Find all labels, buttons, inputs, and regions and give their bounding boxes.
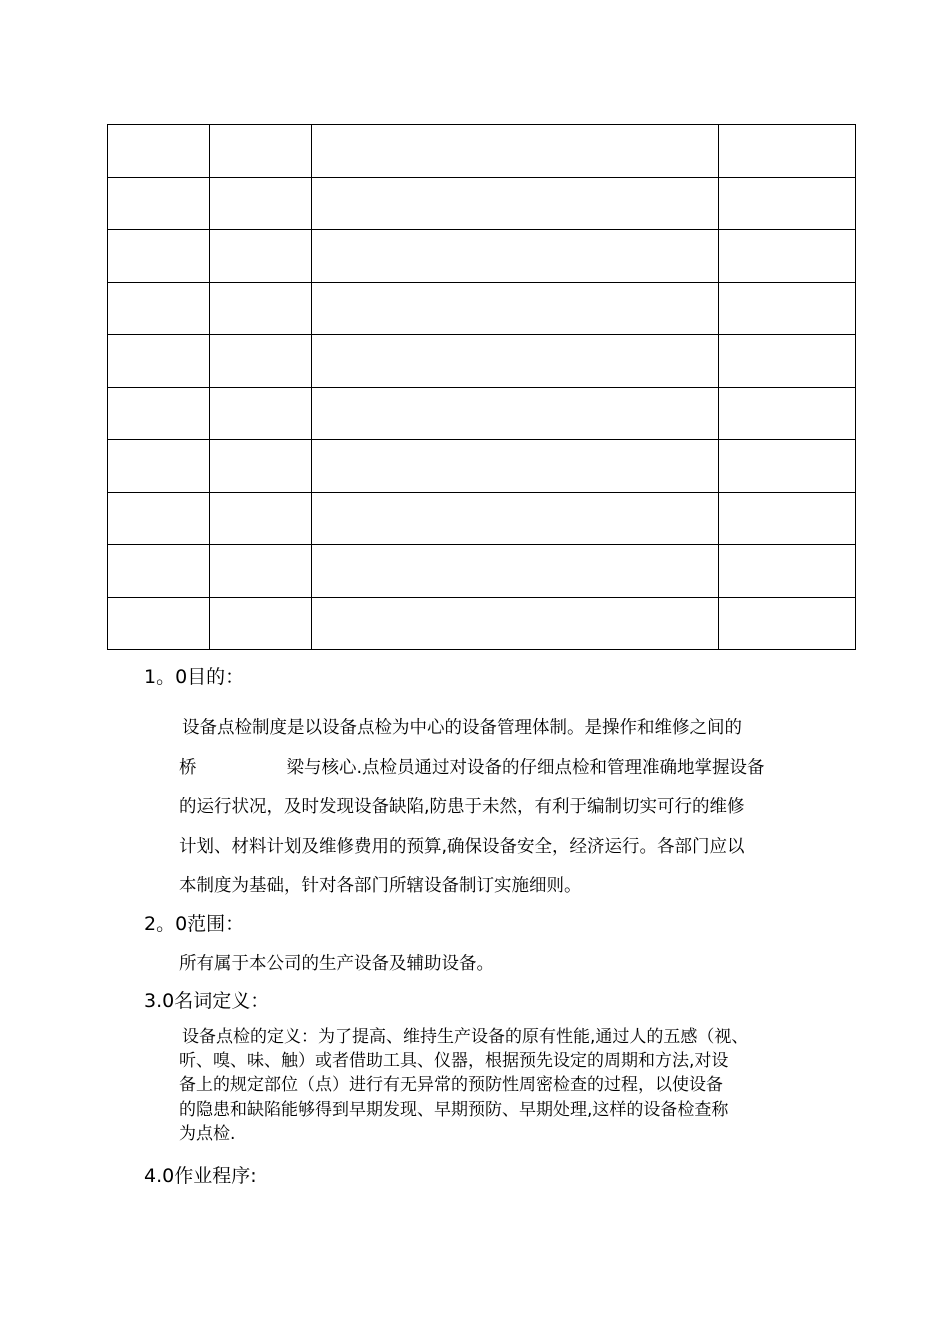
table-cell bbox=[312, 230, 719, 283]
table-cell bbox=[108, 492, 210, 545]
table-cell bbox=[210, 335, 312, 388]
table-row bbox=[108, 125, 856, 178]
section-3-line-2: 听、嗅、味、触）或者借助工具、仪器，根据预先设定的周期和方法,对设 bbox=[179, 1051, 729, 1072]
table-cell bbox=[108, 177, 210, 230]
section-3-line-1: 设备点检的定义：为了提高、维持生产设备的原有性能,通过人的五感（视、 bbox=[182, 1027, 749, 1047]
table-cell bbox=[312, 492, 719, 545]
table-cell bbox=[108, 125, 210, 178]
table-cell bbox=[210, 177, 312, 230]
table-cell bbox=[312, 387, 719, 440]
section-3-body bbox=[179, 1025, 749, 1146]
table-cell bbox=[108, 387, 210, 440]
table-cell bbox=[210, 492, 312, 545]
section-3-heading: 3.0名词定义： bbox=[144, 990, 270, 1012]
section-2-heading: 2。0范围： bbox=[144, 913, 245, 935]
table-cell bbox=[210, 282, 312, 335]
table-row bbox=[108, 597, 856, 650]
section-2-line-1: 所有属于本公司的生产设备及辅助设备。 bbox=[179, 954, 494, 974]
section-1-heading: 1。0目的： bbox=[144, 666, 245, 688]
table-cell bbox=[719, 545, 856, 598]
section-4-heading: 4.0作业程序: bbox=[144, 1165, 257, 1187]
table-cell bbox=[312, 177, 719, 230]
table-cell bbox=[108, 545, 210, 598]
table-cell bbox=[312, 282, 719, 335]
section-1-line-2-prefix: 桥 bbox=[179, 757, 197, 778]
table-row bbox=[108, 492, 856, 545]
table-row bbox=[108, 282, 856, 335]
table-row bbox=[108, 545, 856, 598]
section-1-body bbox=[179, 709, 765, 907]
table-cell bbox=[108, 335, 210, 388]
section-1-line-5: 本制度为基础，针对各部门所辖设备制订实施细则。 bbox=[179, 876, 582, 896]
section-1-line-1: 设备点检制度是以设备点检为中心的设备管理体制。是操作和维修之间的 bbox=[182, 718, 742, 738]
table-cell bbox=[108, 440, 210, 493]
table-cell bbox=[108, 597, 210, 650]
table-cell bbox=[312, 545, 719, 598]
section-2-body bbox=[179, 952, 494, 976]
section-3-line-4: 的隐患和缺陷能够得到早期发现、早期预防、早期处理,这样的设备检查称 bbox=[179, 1099, 729, 1120]
table-cell bbox=[719, 440, 856, 493]
table-cell bbox=[312, 597, 719, 650]
blank-grid-table bbox=[107, 124, 856, 650]
section-3-line-5: 为点检. bbox=[179, 1123, 236, 1144]
table-cell bbox=[719, 335, 856, 388]
table-cell bbox=[210, 125, 312, 178]
table-row bbox=[108, 177, 856, 230]
table-cell bbox=[719, 492, 856, 545]
table-cell bbox=[210, 545, 312, 598]
table-cell bbox=[210, 440, 312, 493]
table-cell bbox=[210, 230, 312, 283]
grid-body bbox=[108, 125, 856, 650]
section-1-line-2 bbox=[179, 749, 765, 789]
section-1-line-2-text: 梁与核心.点检员通过对设备的仔细点检和管理准确地掌握设备 bbox=[286, 757, 765, 778]
table-row bbox=[108, 335, 856, 388]
table-cell bbox=[719, 125, 856, 178]
table-cell bbox=[719, 597, 856, 650]
table-cell bbox=[108, 282, 210, 335]
table-cell bbox=[312, 335, 719, 388]
table-cell bbox=[210, 597, 312, 650]
table-row bbox=[108, 387, 856, 440]
table-cell bbox=[719, 282, 856, 335]
section-1-line-3: 的运行状况，及时发现设备缺陷,防患于未然，有利于编制切实可行的维修 bbox=[179, 797, 745, 817]
table-cell bbox=[312, 125, 719, 178]
table-row bbox=[108, 440, 856, 493]
table-cell bbox=[108, 230, 210, 283]
section-1-line-4: 计划、材料计划及维修费用的预算,确保设备安全，经济运行。各部门应以 bbox=[179, 836, 745, 857]
table-cell bbox=[719, 230, 856, 283]
section-3-line-3: 备上的规定部位（点）进行有无异常的预防性周密检查的过程，以使设备 bbox=[179, 1075, 723, 1096]
table-cell bbox=[719, 387, 856, 440]
table-cell bbox=[210, 387, 312, 440]
table-cell bbox=[719, 177, 856, 230]
table-row bbox=[108, 230, 856, 283]
table-cell bbox=[312, 440, 719, 493]
